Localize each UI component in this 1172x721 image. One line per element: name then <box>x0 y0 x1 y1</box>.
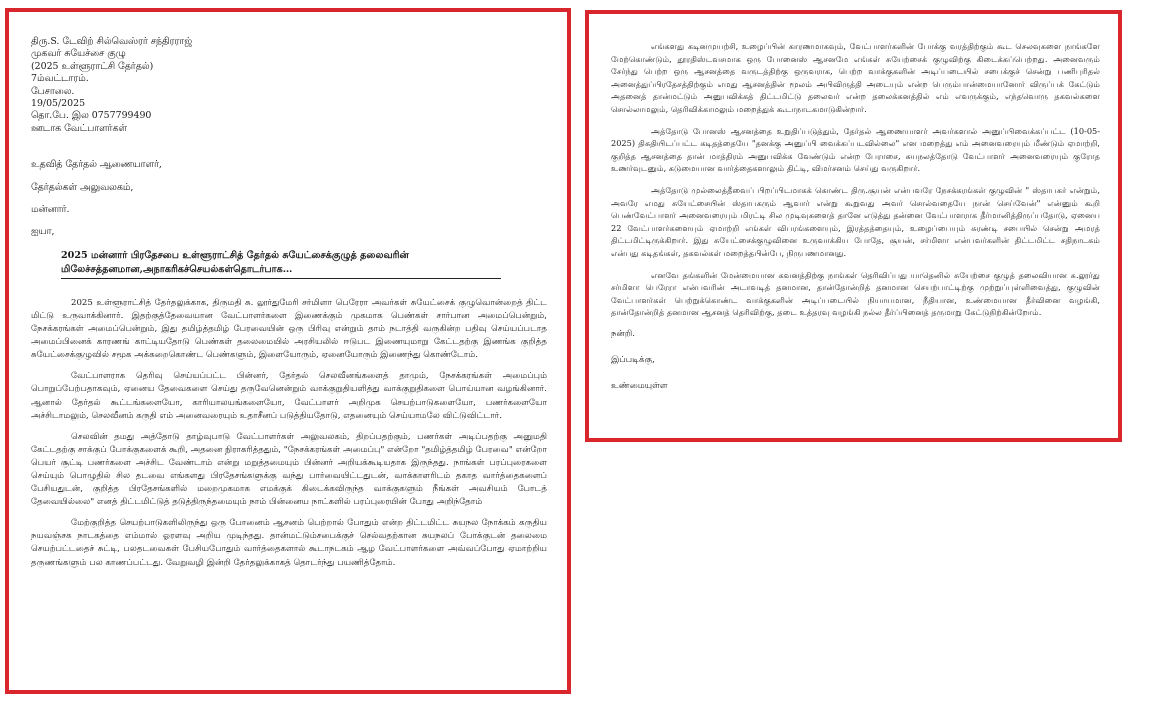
body-paragraph-2: வேட்பாளராக தெரிவு செய்யப்பட்ட பின்னர், தேர்தல் செலவீனங்களைத் தாமும், நேசக்கரங்கள் அமைப்பும் பொறுப்பேற்பதாகவும், ஏனைய தேவைகளை செய்து தருவேனென்றும் வாக்குறுதியளித்து வாக்குறுதிகளை பொய்யான வழங்கினார். ஆனால் தேர்தல் கூட்டங்களையோ, காரியாலயங்களையோ, வேட்பாளர் அறிமுக செயற்பாடுகளையோ, பணர்களையோ அச்சிடாமலும், செலவீனம் கருதி எம் அனைவரையும் உதாசீனப் படுத்தியதோடு, எதனையும் செய்யாமலே விட்டுவிட்டார். <box>31 371 547 421</box>
thanks-line: நன்றி. <box>611 328 635 339</box>
body-paragraph-7: அத்தோடு முல்லைத்தீவைப் பிறப்பிடமாகக் கொண்ட திரு.சூயன் என்பவரே நேசக்கரங்கள் குழுவின் " ஸ்தாபகர் என்றும், அவரே எமது சுயேட்சையின் ஸ்தாபகரும் ஆவார் என்று கூறுவது அவர் சொல்வதையே நான் செய்வேன்" என்னும் கூறி பெண்வேட்பாளர் அனைவரையும் மிரட்டி சில முடிவுகளைத் தானே எடுத்து தன்னை வேட்பாளராக தீர்மானித்திருப்பதோடு, ஏனைய 22 வேட்பாளர்களையும் ஏமாற்றி எங்கள் விபரங்களையும், இரத்தத்தையும், உழைப்பையும் சுரண்டி சபையில் சென்று அமரத் திட்டமிட்டிருக்கிறார். இது சுயேட்சைக்குழுவினை உருவாக்கிய போதே, சூயன், சர்மிளா என்பவர்களின் திட்டமிட்ட சதிநாடகம் என்பது கடிதங்கள், தகவல்கள் மறைத்தபின்பே, நிருபணமானது. <box>611 184 1100 258</box>
sender-election: (2025 உள்ளூராட்சி தேர்தல்) <box>31 60 154 72</box>
body-paragraph-8: எனவே தங்களின் மேன்மையான கவனத்திற்கு நாங்கள் தெரிவிப்பது யாதெனில் சுயேற்சை குழுத் தலைவியான சு.லூர்து சர்மிளா பெரேரா என்பவரின் அடாவடித் தனமான, தான்தோன்றித் தனமான செயற்பாட்டிற்கு முற்றுப்புள்ளிவைத்து, குழுவின் வேட்பாளர்கள் பெற்றுக்கொண்ட வாக்குகளின் அடிப்படையில் நியாயமான, நீதியான, உண்மையான தீர்வினை வழங்கி, தான்தோன்றித் தனமான ஆசனத் தெரிவிற்கு, தடை உத்தரவு வழங்கி நல்ல தீர்ப்பினைத் தருமாறு கேட்டுநிற்கின்றோம். <box>611 269 1100 318</box>
salutation: ஐயா, <box>31 226 55 238</box>
signoff-line: இப்படிக்கு, <box>611 354 655 365</box>
letter-page-1 <box>5 8 571 694</box>
sender-address-ward: 7ம்வட்டாரம். <box>31 73 89 85</box>
sender-role: முகவர் சுயேச்சை குழு <box>31 48 126 60</box>
body-paragraph-5: எங்களது கடினமுயற்சி, உழைப்பின் காரணமாகவும், வேட்பாளர்களின் போக்கு வரத்திற்கும் கூட செலவுகளை நாங்களே மேற்கொண்டும், தூரதிஸ்டவசமாக ஒரு போனைஸ் ஆசனமே எங்கள் சுயேற்சைக் குழுவிற்கு கிடைக்கப்பெற்றது. அனைவரும் சேர்ந்து பெற்ற ஒரு ஆசனத்தை வருடத்திற்கு ஒருவராக, பெற்ற வாக்குகளின் அடிப்படையில் சபைக்குச் சென்று பணிபுரிதல் அனைத்துப்பிரதேசத்திற்கும் எமது ஆசனத்தின் மூலம் அபிவிருத்தி அடையும் என்ற பெரும்பான்மையானோர் விருப்பக் கேட்டும் அதனைத் தான்மட்டும் அனுபவிக்கத் திட்டமிட்டு தலைவர் என்ற தலைக்கனத்தில் எம் எவருக்கும், எந்தவொரு தகவல்களை சொல்லாமலும், தெரிவிக்காமலும் மறைத்துக் கூடாநாடகமாடுகின்றார். <box>611 41 1100 114</box>
sender-phone: தொ.பே. இல 0757799490 <box>31 110 152 122</box>
sender-address-town: பேசாலை. <box>31 85 75 97</box>
subject-line-1: 2025 மன்னார் பிரதேசபை உள்ளூராட்சித் தேர்தல் சுயேட்சைக்குழுத் தலைவரின் <box>61 249 409 261</box>
sender-via: ஊடாக வேட்பாளர்கள் <box>31 122 127 134</box>
letter-subject <box>61 249 501 279</box>
recipient-city: மன்னார். <box>31 204 70 216</box>
subject-line-2: மிலேச்சத்தனமான,அநாகரிகச்செயல்கள்தொடர்பாக… <box>61 263 293 275</box>
recipient-title: உதவித் தேர்தல் ஆணையாளர், <box>31 159 162 171</box>
body-paragraph-6: அத்தோடு போனஸ் ஆசனத்தை உறுதிப்படுத்தும், தேர்தல் ஆணையாளர் அவர்களால் அனுப்பிவைக்கப்பட்ட (10-05-2025) திகதியிடப்பட்ட கடிதத்தையே "தனக்கு அனுப்பி வைக்கப்படவில்லை" என மறைத்து எம் அனைவரையும் மீண்டும் ஏமாற்றி, குறித்த ஆசனத்தை தான் மாத்திரம் அனுபவிக்க வேண்டும் என்ற பேராசை, சுயநலத்தோடு வேட்பாளர் அனைவரையும் குரோத உணர்வுடனும், கடுமையான வார்த்தைகளாலும் திட்டி, விமர்சனம் செய்து வருகிறார். <box>611 125 1100 174</box>
recipient-office: தேர்தல்கள் அலுவலகம், <box>31 181 134 193</box>
body-paragraph-3: செலவின் தமது அத்தோடு தாழ்வுபாடு வேட்பாளர்கள் அலுவலகம், திறப்பதற்கும், பணர்கள் அடிப்பதற்கு அனுமதி கேட்டதற்கு சாக்குப் போக்குகளைக் கூறி, அதனை நிராகரித்ததும், "நேசக்கரங்கள் அமைப்பு" என்றோ "தமிழ்த்தமிழ் பேரவை" என்றோ பெயர் சூட்டி பணர்களை அச்சிட வேண்டாம் என்று மறுத்தமையும் பின்னர் அறியக்கூடியதாக இருந்தது. நாங்கள் பரப்புரைகளை செய்யும் பொழுதில் சில தடவை எங்களது பிரதேசங்களுக்கு வந்து பார்வையிட்டதுடன், வாக்காளரிடம் தகாத வார்த்தைகளைப் பேசியதுடன், குறித்த பிரதேசங்களில் மறைமுகமாக எமக்குக் கிடைக்கவிருந்த வாக்குகளும் நீங்கள் அவசியம் போடத் தேவையில்லை" எனத் திட்டமிட்டுத் தடுத்திருந்தமையும் நாம் பின்னைய நாட்களில் பரப்புரையின் போது அறிந்தோம் <box>31 431 547 508</box>
sender-name: திரு.S. டேவிற் சில்வெஸ்ரர் சந்திரராஜ் <box>31 36 193 47</box>
letter-page-2 <box>585 10 1122 442</box>
letter-date: 19/05/2025 <box>31 98 86 110</box>
closing-line: உண்மையுள்ள <box>611 380 668 391</box>
body-paragraph-1: 2025 உள்ளூராட்சித் தேர்தலுக்காக, திருமதி சு. லூர்துமேரி சர்மிளா பெரேரா அவர்கள் சுயேட்சைக் குழுவொன்றைத் திட்ட மிட்டு உருவாக்கினார். இதற்குத்தேவையான வேட்பாளர்களை இணைக்கும் முகமாக பெண்கள் சார்பான அமைப்பென்றும், நேசக்கரங்கள் அமைப்பென்றும், இது தமிழ்த்தமிழ் பேரவையின் ஒரு பிரிவு என்றும் தாம் நடாத்தி வருகின்ற பதிவு செய்யப்படாத அமைப்பினைக் காரணங் காட்டியதோடு பெண்கள் தலைமையில் அரசியலில் ஈடுபட இணையுமாறு கேட்டதற்கு இணங்க குறித்த சுயேட்சைக்குழுவில் சமூக அக்கறைகொண்ட பெண்களும், இளையோரும், ஏனையோரும் இணைந்து கொண்டோம். <box>31 297 547 361</box>
body-paragraph-4: மேற்குறித்த செயற்பாடுகளிலிருந்து ஒரு போனைம் ஆசனம் பெற்றால் போதும் என்ற திட்டமிட்ட சுயநல நோக்கம் கருதிய நயவஞ்சக நாடகத்தை எம்மால் ஓரளவு அறிய முடிந்தது. தான்மட்டும்சபைக்குச் செல்வதற்கான சுயநலப் போக்குடன் தலைமை செயற்பட்டதைச் சுட்டி, பலதடவைகள் பேசியபோதும் வார்த்தைகளால் கூடாநடகம் ஆழ வேட்பாளர்களை அவ்வப்போது ஏமாற்றிய தருணங்களும் பல காணப்பட்டது. வேறுவழி இன்றி தேர்தலுக்காகத் தொடர்ந்து பயணித்தோம். <box>31 518 547 568</box>
